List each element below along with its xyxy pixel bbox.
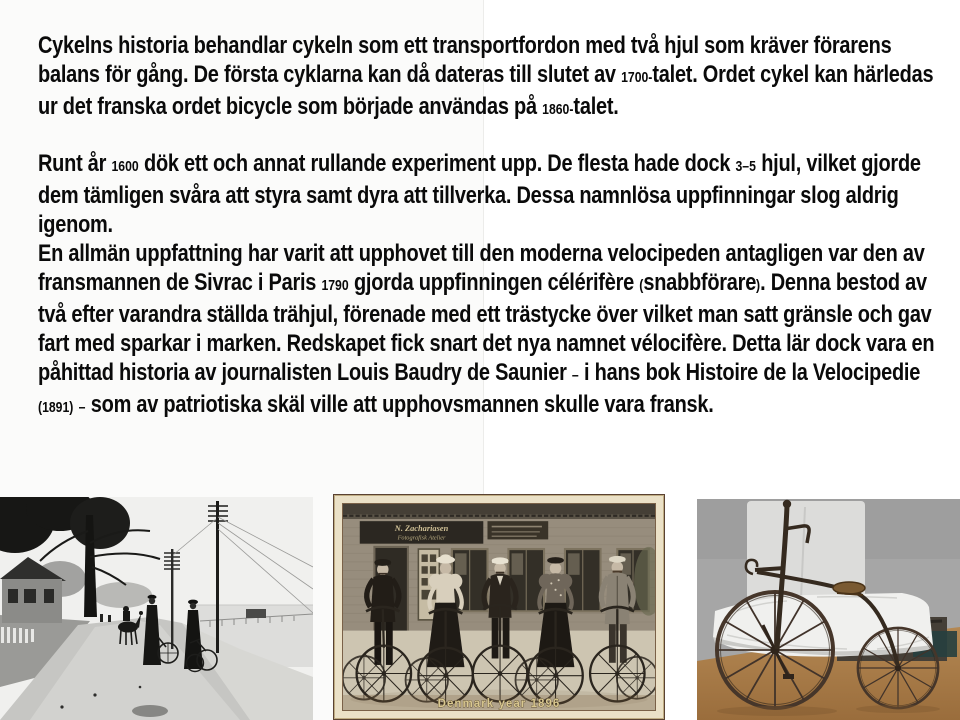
framed-photo-illustration — [342, 503, 656, 711]
studio-sign-line2: Fotografisk Atelier — [397, 534, 446, 542]
picture-frame-mat — [334, 495, 664, 719]
photo-velocipede — [697, 499, 960, 720]
street-scene-illustration — [0, 497, 313, 720]
photo-caption: Denmark year 1896 — [437, 696, 561, 710]
paragraph-celerifere: En allmän uppfattning har varit att upphovet till den moderna velocipeden antagligen var den av fransmannen de Sivrac i Paris 1790 gjorda uppfinningen célérifère (snabbförare). Denna bestod av två efter varandra ställda trähjul, förenade med ett trästycke över vilket man satt gränsle och gav fart med sparkar i marken. Redskapet fick snart det nya namnet vélocifère. Detta lär dock vara en påhittad historia av journalisten Louis Baudry de Saunier – i hans bok Histoire de la Velocipedie (1891) – som av patriotiska skäl ville att upphovsmannen skulle vara fransk. — [38, 240, 935, 418]
paragraph-early-experiments: Runt år 1600 dök ett och annat rullande experiment upp. De flesta hade dock 3–5 hjul, vilket gjorde dem tämligen svåra att styra samt dyra att tillverka. Dessa namnlösa uppfinningar slog aldrig igenom. — [38, 150, 921, 238]
photo-street-scene — [0, 497, 313, 720]
photo-framed-cyclists — [333, 494, 665, 720]
body-text-block — [38, 31, 939, 422]
studio-sign-line1: N. Zachariasen — [394, 522, 449, 533]
velocipede-illustration — [697, 499, 960, 720]
paragraph-history-intro: Cykelns historia behandlar cykeln som ett transportfordon med två hjul som kräver förarens balans för gång. De första cyklarna kan då dateras till slutet av 1700-talet. Ordet cykel kan härledas ur det franska ordet bicycle som började användas på 1860-talet. — [38, 32, 934, 120]
